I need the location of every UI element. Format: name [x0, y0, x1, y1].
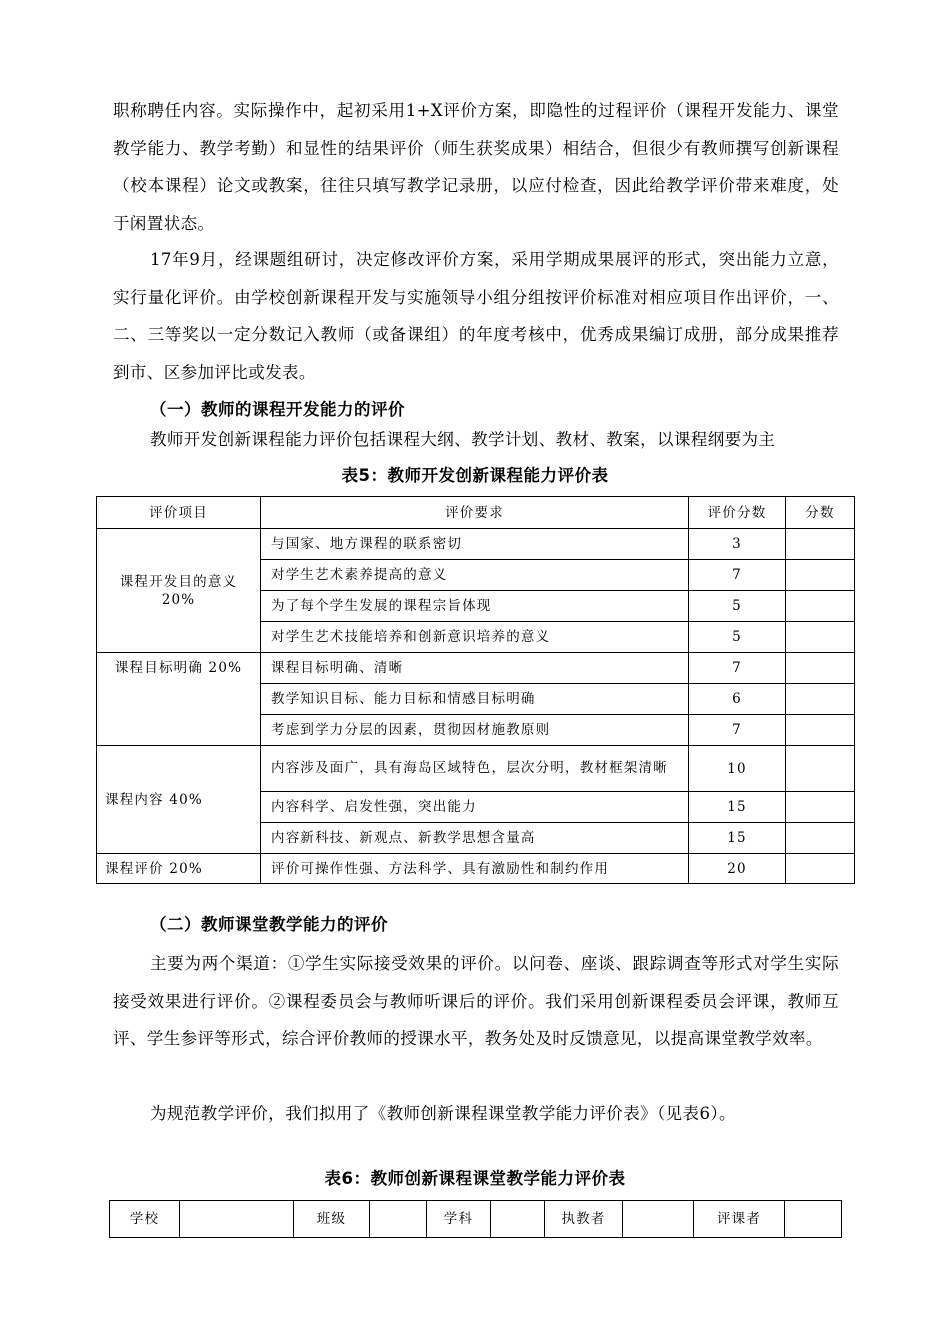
table5-score: 20 — [689, 854, 786, 884]
table5-score: 10 — [689, 746, 786, 792]
table6-label-school: 学校 — [110, 1201, 180, 1238]
table6-value-subject[interactable] — [491, 1201, 545, 1238]
table5-requirement: 为了每个学生发展的课程宗旨体现 — [261, 591, 689, 622]
table5-header-score: 评价分数 — [689, 497, 786, 529]
table5-item-label: 课程开发目的意义 — [119, 573, 238, 590]
table5-points-cell[interactable] — [786, 591, 855, 622]
table-row — [97, 746, 855, 792]
table5-header-requirement: 评价要求 — [261, 497, 689, 529]
table5-requirement: 课程目标明确、清晰 — [261, 653, 689, 684]
table6-value-teacher[interactable] — [623, 1201, 694, 1238]
table5-points-cell[interactable] — [786, 792, 855, 823]
table6-caption: 表6：教师创新课程课堂教学能力评价表 — [324, 1169, 626, 1188]
table5-points-cell[interactable] — [786, 746, 855, 792]
table5-score: 5 — [689, 622, 786, 653]
table5-item-cell: 课程内容 40% — [97, 746, 261, 854]
table-row — [97, 529, 855, 560]
table6-header-row — [110, 1201, 842, 1238]
table5-score: 7 — [689, 715, 786, 746]
paragraph-course-development-intro: 教师开发创新课程能力评价包括课程大纲、教学计划、教材、教案，以课程纲要为主 — [150, 430, 776, 449]
table5-points-cell[interactable] — [786, 715, 855, 746]
table6-label-reviewer: 评课者 — [694, 1201, 785, 1238]
table5-points-cell[interactable] — [786, 560, 855, 591]
table5-points-cell[interactable] — [786, 823, 855, 854]
table5-score: 7 — [689, 560, 786, 591]
table5-item-cell: 课程目标明确 20% — [97, 653, 261, 746]
table-row — [97, 854, 855, 884]
table5-score: 5 — [689, 591, 786, 622]
table5-requirement: 与国家、地方课程的联系密切 — [261, 529, 689, 560]
table5-requirement: 对学生艺术技能培养和创新意识培养的意义 — [261, 622, 689, 653]
table5-score: 7 — [689, 653, 786, 684]
table5-score: 6 — [689, 684, 786, 715]
paragraph-revised-scheme: 17年9月，经课题组研讨，决定修改评价方案，采用学期成果展评的形式，突出能力立意，实行量化评价。由学校创新课程开发与实施领导小组分组按评价标准对相应项目作出评价，一、二、三等奖以一定分数记入教师（或备课组）的年度考核中，优秀成果编订成册，部分成果推荐到市、区参加评比或发表。 — [113, 250, 839, 382]
table5-item-cell: 课程评价 20% — [97, 854, 261, 884]
table5-score: 15 — [689, 792, 786, 823]
table6-value-reviewer[interactable] — [785, 1201, 842, 1238]
table5-requirement: 内容新科技、新观点、新教学思想含量高 — [261, 823, 689, 854]
table6-label-subject: 学科 — [427, 1201, 491, 1238]
table5-item-cell — [97, 529, 261, 653]
table5-header-points: 分数 — [786, 497, 855, 529]
table5-requirement: 评价可操作性强、方法科学、具有激励性和制约作用 — [261, 854, 689, 884]
table5-requirement: 对学生艺术素养提高的意义 — [261, 560, 689, 591]
section-heading-classroom-teaching: （二）教师课堂教学能力的评价 — [150, 915, 388, 934]
table5-course-development-evaluation — [96, 496, 855, 884]
table5-score: 15 — [689, 823, 786, 854]
table6-classroom-teaching-evaluation — [109, 1200, 842, 1238]
table5-item-weight: 20% — [161, 591, 196, 608]
table5-points-cell[interactable] — [786, 854, 855, 884]
table5-points-cell[interactable] — [786, 684, 855, 715]
table6-value-school[interactable] — [180, 1201, 294, 1238]
table6-label-teacher: 执教者 — [545, 1201, 623, 1238]
table6-value-class[interactable] — [370, 1201, 427, 1238]
table5-points-cell[interactable] — [786, 653, 855, 684]
table5-caption: 表5：教师开发创新课程能力评价表 — [341, 466, 609, 485]
table-row — [97, 653, 855, 684]
table5-header-row — [97, 497, 855, 529]
table5-requirement: 内容科学、启发性强，突出能力 — [261, 792, 689, 823]
paragraph-two-channels: 主要为两个渠道：①学生实际接受效果的评价。以问卷、座谈、跟踪调查等形式对学生实际接受效果进行评价。②课程委员会与教师听课后的评价。我们采用创新课程委员会评课，教师互评、学生参评等形式，综合评价教师的授课水平，教务处及时反馈意见，以提高课堂教学效率。 — [113, 954, 839, 1048]
table6-label-class: 班级 — [294, 1201, 370, 1238]
table5-points-cell[interactable] — [786, 622, 855, 653]
table5-requirement: 内容涉及面广，具有海岛区域特色，层次分明，教材框架清晰 — [261, 746, 689, 792]
paragraph-table6-reference: 为规范教学评价，我们拟用了《教师创新课程课堂教学能力评价表》（见表6）。 — [150, 1104, 736, 1123]
table5-score: 3 — [689, 529, 786, 560]
paragraph-evaluation-history: 职称聘任内容。实际操作中，起初采用1+X评价方案，即隐性的过程评价（课程开发能力、课堂教学能力、教学考勤）和显性的结果评价（师生获奖成果）相结合，但很少有教师撰写创新课程（校本课程）论文或教案，往往只填写教学记录册，以应付检查，因此给教学评价带来难度，处于闲置状态。 — [113, 101, 839, 233]
table5-header-item: 评价项目 — [97, 497, 261, 529]
table5-points-cell[interactable] — [786, 529, 855, 560]
table5-requirement: 教学知识目标、能力目标和情感目标明确 — [261, 684, 689, 715]
section-heading-course-development: （一）教师的课程开发能力的评价 — [150, 400, 405, 419]
table5-requirement: 考虑到学力分层的因素，贯彻因材施教原则 — [261, 715, 689, 746]
